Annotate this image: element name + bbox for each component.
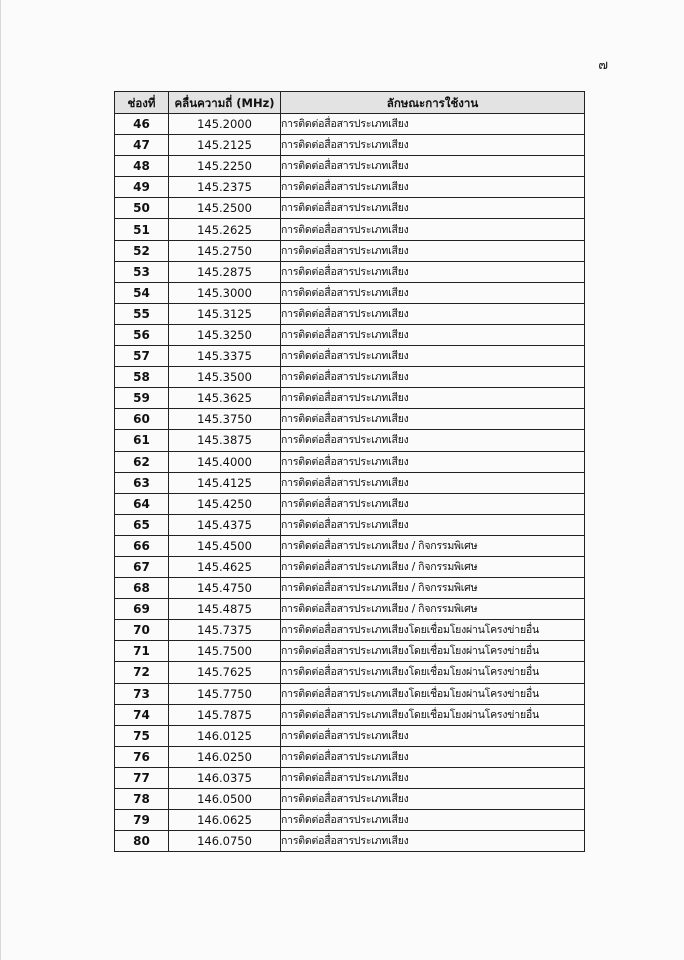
page-number: ๗ [598,58,608,73]
frequency-cell: 145.4875 [169,599,281,620]
channel-cell: 75 [115,725,169,746]
channel-cell: 47 [115,135,169,156]
channel-cell: 46 [115,114,169,135]
frequency-cell: 145.2000 [169,114,281,135]
table-row [115,683,585,704]
usage-cell: การติดต่อสื่อสารประเภทเสียง [281,367,585,388]
channel-cell: 61 [115,430,169,451]
channel-cell: 48 [115,156,169,177]
usage-cell: การติดต่อสื่อสารประเภทเสียง [281,240,585,261]
usage-cell: การติดต่อสื่อสารประเภทเสียง [281,388,585,409]
usage-cell: การติดต่อสื่อสารประเภทเสียง [281,198,585,219]
usage-cell: การติดต่อสื่อสารประเภทเสียง [281,303,585,324]
frequency-cell: 145.2875 [169,261,281,282]
channel-cell: 60 [115,409,169,430]
channel-cell: 51 [115,219,169,240]
channel-cell: 77 [115,767,169,788]
table-row [115,535,585,556]
channel-cell: 54 [115,282,169,303]
table-row [115,261,585,282]
channel-cell: 68 [115,578,169,599]
frequency-cell: 145.4125 [169,472,281,493]
channel-cell: 59 [115,388,169,409]
frequency-cell: 145.4625 [169,556,281,577]
frequency-cell: 145.2625 [169,219,281,240]
channel-cell: 71 [115,641,169,662]
usage-cell: การติดต่อสื่อสารประเภทเสียง [281,430,585,451]
channel-cell: 79 [115,810,169,831]
usage-cell: การติดต่อสื่อสารประเภทเสียง [281,409,585,430]
frequency-cell: 145.2125 [169,135,281,156]
table-row [115,219,585,240]
frequency-cell: 145.2250 [169,156,281,177]
channel-cell: 65 [115,514,169,535]
table-row [115,767,585,788]
channel-cell: 64 [115,493,169,514]
channel-cell: 58 [115,367,169,388]
table-header-row [115,92,585,114]
frequency-cell: 146.0375 [169,767,281,788]
table-row [115,198,585,219]
channel-cell: 70 [115,620,169,641]
channel-cell: 62 [115,451,169,472]
table-row [115,409,585,430]
usage-cell: การติดต่อสื่อสารประเภทเสียง [281,810,585,831]
table-row [115,725,585,746]
channel-cell: 78 [115,789,169,810]
frequency-cell: 145.7375 [169,620,281,641]
table-row [115,831,585,852]
frequency-cell: 145.3500 [169,367,281,388]
table-row [115,746,585,767]
frequency-cell: 145.7875 [169,704,281,725]
table-row [115,451,585,472]
usage-cell: การติดต่อสื่อสารประเภทเสียง [281,831,585,852]
frequency-cell: 146.0750 [169,831,281,852]
header-channel: ช่องที่ [115,92,169,114]
table-row [115,789,585,810]
frequency-cell: 145.3000 [169,282,281,303]
usage-cell: การติดต่อสื่อสารประเภทเสียง [281,114,585,135]
table-row [115,556,585,577]
frequency-cell: 145.4250 [169,493,281,514]
table-row [115,303,585,324]
frequency-cell: 145.3875 [169,430,281,451]
header-usage: ลักษณะการใช้งาน [281,92,585,114]
usage-cell: การติดต่อสื่อสารประเภทเสียง [281,346,585,367]
usage-cell: การติดต่อสื่อสารประเภทเสียง [281,493,585,514]
usage-cell: การติดต่อสื่อสารประเภทเสียงโดยเชื่อมโยงผ่านโครงข่ายอื่น [281,641,585,662]
table-row [115,704,585,725]
frequency-cell: 145.7750 [169,683,281,704]
table-row [115,662,585,683]
frequency-cell: 145.4500 [169,535,281,556]
table-row [115,620,585,641]
table-row [115,346,585,367]
frequency-cell: 146.0250 [169,746,281,767]
table-row [115,282,585,303]
frequency-cell: 145.3750 [169,409,281,430]
channel-cell: 63 [115,472,169,493]
table-row [115,430,585,451]
channel-cell: 49 [115,177,169,198]
usage-cell: การติดต่อสื่อสารประเภทเสียง [281,177,585,198]
usage-cell: การติดต่อสื่อสารประเภทเสียงโดยเชื่อมโยงผ่านโครงข่ายอื่น [281,620,585,641]
usage-cell: การติดต่อสื่อสารประเภทเสียง [281,746,585,767]
table-body [115,114,585,852]
frequency-cell: 145.4375 [169,514,281,535]
channel-cell: 80 [115,831,169,852]
channel-cell: 73 [115,683,169,704]
usage-cell: การติดต่อสื่อสารประเภทเสียง / กิจกรรมพิเศษ [281,556,585,577]
usage-cell: การติดต่อสื่อสารประเภทเสียง / กิจกรรมพิเศษ [281,599,585,620]
usage-cell: การติดต่อสื่อสารประเภทเสียง [281,767,585,788]
frequency-cell: 145.2750 [169,240,281,261]
usage-cell: การติดต่อสื่อสารประเภทเสียง [281,451,585,472]
frequency-cell: 146.0500 [169,789,281,810]
usage-cell: การติดต่อสื่อสารประเภทเสียง [281,514,585,535]
usage-cell: การติดต่อสื่อสารประเภทเสียง [281,324,585,345]
usage-cell: การติดต่อสื่อสารประเภทเสียง [281,219,585,240]
table-row [115,472,585,493]
frequency-cell: 145.2500 [169,198,281,219]
usage-cell: การติดต่อสื่อสารประเภทเสียง / กิจกรรมพิเศษ [281,535,585,556]
channel-cell: 53 [115,261,169,282]
frequency-cell: 145.7500 [169,641,281,662]
table-row [115,135,585,156]
table-row [115,810,585,831]
channel-cell: 74 [115,704,169,725]
frequency-cell: 145.4750 [169,578,281,599]
channel-cell: 56 [115,324,169,345]
usage-cell: การติดต่อสื่อสารประเภทเสียง [281,789,585,810]
channel-cell: 69 [115,599,169,620]
table-row [115,177,585,198]
table-row [115,367,585,388]
channel-cell: 67 [115,556,169,577]
channel-cell: 66 [115,535,169,556]
frequency-table [114,91,585,852]
frequency-cell: 145.4000 [169,451,281,472]
table-row [115,324,585,345]
usage-cell: การติดต่อสื่อสารประเภทเสียง [281,472,585,493]
usage-cell: การติดต่อสื่อสารประเภทเสียง / กิจกรรมพิเศษ [281,578,585,599]
table-row [115,493,585,514]
frequency-cell: 146.0125 [169,725,281,746]
usage-cell: การติดต่อสื่อสารประเภทเสียง [281,135,585,156]
usage-cell: การติดต่อสื่อสารประเภทเสียง [281,156,585,177]
channel-cell: 72 [115,662,169,683]
channel-cell: 50 [115,198,169,219]
frequency-cell: 145.2375 [169,177,281,198]
channel-cell: 55 [115,303,169,324]
frequency-cell: 146.0625 [169,810,281,831]
usage-cell: การติดต่อสื่อสารประเภทเสียงโดยเชื่อมโยงผ่านโครงข่ายอื่น [281,704,585,725]
frequency-cell: 145.3125 [169,303,281,324]
table-row [115,240,585,261]
usage-cell: การติดต่อสื่อสารประเภทเสียงโดยเชื่อมโยงผ่านโครงข่ายอื่น [281,662,585,683]
table-row [115,599,585,620]
channel-cell: 57 [115,346,169,367]
table-row [115,514,585,535]
channel-cell: 76 [115,746,169,767]
frequency-cell: 145.3375 [169,346,281,367]
table-row [115,114,585,135]
usage-cell: การติดต่อสื่อสารประเภทเสียง [281,725,585,746]
table-row [115,641,585,662]
header-frequency: คลื่นความถี่ (MHz) [169,92,281,114]
frequency-cell: 145.3625 [169,388,281,409]
usage-cell: การติดต่อสื่อสารประเภทเสียง [281,282,585,303]
usage-cell: การติดต่อสื่อสารประเภทเสียงโดยเชื่อมโยงผ่านโครงข่ายอื่น [281,683,585,704]
usage-cell: การติดต่อสื่อสารประเภทเสียง [281,261,585,282]
channel-cell: 52 [115,240,169,261]
frequency-cell: 145.3250 [169,324,281,345]
table-row [115,578,585,599]
table-row [115,156,585,177]
table-row [115,388,585,409]
frequency-cell: 145.7625 [169,662,281,683]
